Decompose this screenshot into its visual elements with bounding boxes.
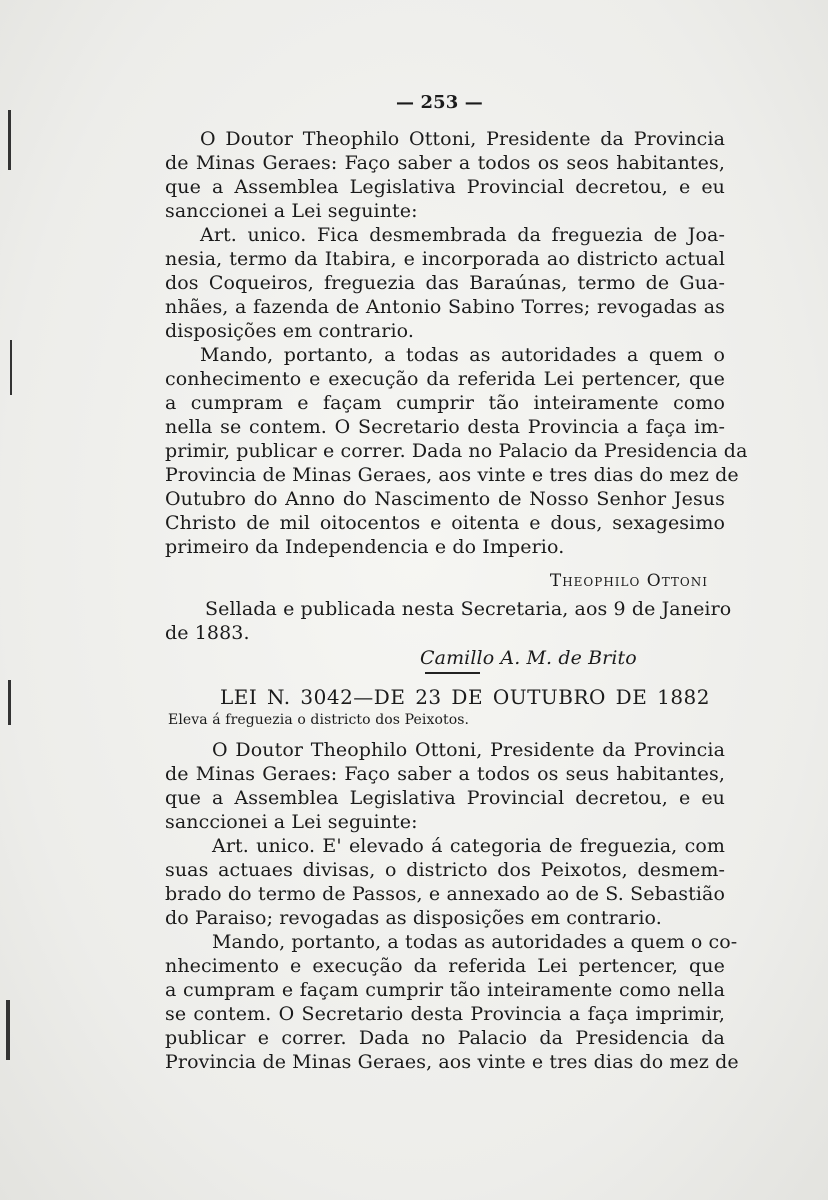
page-number: — 253 — xyxy=(396,92,483,113)
law-1-line: O Doutor Theophilo Ottoni, Presidente da Provincia xyxy=(200,128,725,150)
scan-mark xyxy=(6,1000,10,1060)
law-1-line: dos Coqueiros, freguezia das Baraúnas, termo de Gua- xyxy=(165,272,725,294)
law-1-line: Mando, portanto, a todas as autoridades a quem o xyxy=(200,344,725,366)
law-2-line: nhecimento e execução da referida Lei pertencer, que xyxy=(165,955,725,977)
law-2-line: se contem. O Secretario desta Provincia a faça imprimir, xyxy=(165,1003,725,1025)
scan-mark xyxy=(8,110,11,170)
law-1-line: sanccionei a Lei seguinte: xyxy=(165,200,418,222)
law-2-line: publicar e correr. Dada no Palacio da Presidencia da xyxy=(165,1027,725,1049)
publication-line: de 1883. xyxy=(165,622,250,644)
law-1-line: conhecimento e execução da referida Lei pertencer, que xyxy=(165,368,725,390)
secretary-signature: Camillo A. M. de Brito xyxy=(420,647,637,669)
law-2-line: do Paraiso; revogadas as disposições em contrario. xyxy=(165,907,662,929)
law-1-line: primir, publicar e correr. Dada no Palacio da Presidencia da xyxy=(165,440,748,462)
law-2-line: de Minas Geraes: Faço saber a todos os seus habitantes, xyxy=(165,763,725,785)
law-2-line: Art. unico. E' elevado á categoria de freguezia, com xyxy=(212,835,725,857)
scan-mark xyxy=(8,680,11,725)
law-2-line: suas actuaes divisas, o districto dos Peixotos, desmem- xyxy=(165,859,725,881)
law-1-line: primeiro da Independencia e do Imperio. xyxy=(165,536,565,558)
law-2-line: Provincia de Minas Geraes, aos vinte e tres dias do mez de xyxy=(165,1051,739,1073)
publication-line: Sellada e publicada nesta Secretaria, aos 9 de Janeiro xyxy=(205,598,732,620)
law-2-line: O Doutor Theophilo Ottoni, Presidente da Provincia xyxy=(212,739,725,761)
law-1-line: nesia, termo da Itabira, e incorporada ao districto actual xyxy=(165,248,725,270)
scan-mark xyxy=(10,340,12,395)
law-1-line: disposições em contrario. xyxy=(165,320,414,342)
law-1-line: Provincia de Minas Geraes, aos vinte e tres dias do mez de xyxy=(165,464,739,486)
law-heading: LEI N. 3042—DE 23 DE OUTUBRO DE 1882 xyxy=(220,685,710,709)
law-2-line: Mando, portanto, a todas as autoridades a quem o co- xyxy=(212,931,738,953)
law-2-line: brado do termo de Passos, e annexado ao de S. Sebastião xyxy=(165,883,725,905)
law-1-line: Art. unico. Fica desmembrada da freguezia de Joa- xyxy=(200,224,725,246)
law-2-line: que a Assemblea Legislativa Provincial decretou, e eu xyxy=(165,787,725,809)
law-1-line: nhães, a fazenda de Antonio Sabino Torres; revogadas as xyxy=(165,296,725,318)
law-1-line: Christo de mil oitocentos e oitenta e dous, sexagesimo xyxy=(165,512,725,534)
law-1-line: nella se contem. O Secretario desta Provincia a faça im- xyxy=(165,416,725,438)
law-1-line: que a Assemblea Legislativa Provincial decretou, e eu xyxy=(165,176,725,198)
law-1-line: de Minas Geraes: Faço saber a todos os seos habitantes, xyxy=(165,152,725,174)
law-1-line: a cumpram e façam cumprir tão inteiramente como xyxy=(165,392,725,414)
law-summary: Eleva á freguezia o districto dos Peixotos. xyxy=(168,712,470,728)
law-2-line: sanccionei a Lei seguinte: xyxy=(165,811,418,833)
signature: Theophilo Ottoni xyxy=(549,571,708,591)
law-1-line: Outubro do Anno do Nascimento de Nosso Senhor Jesus xyxy=(165,488,725,510)
law-2-line: a cumpram e façam cumprir tão inteiramente como nella xyxy=(165,979,725,1001)
separator-rule xyxy=(425,672,480,674)
